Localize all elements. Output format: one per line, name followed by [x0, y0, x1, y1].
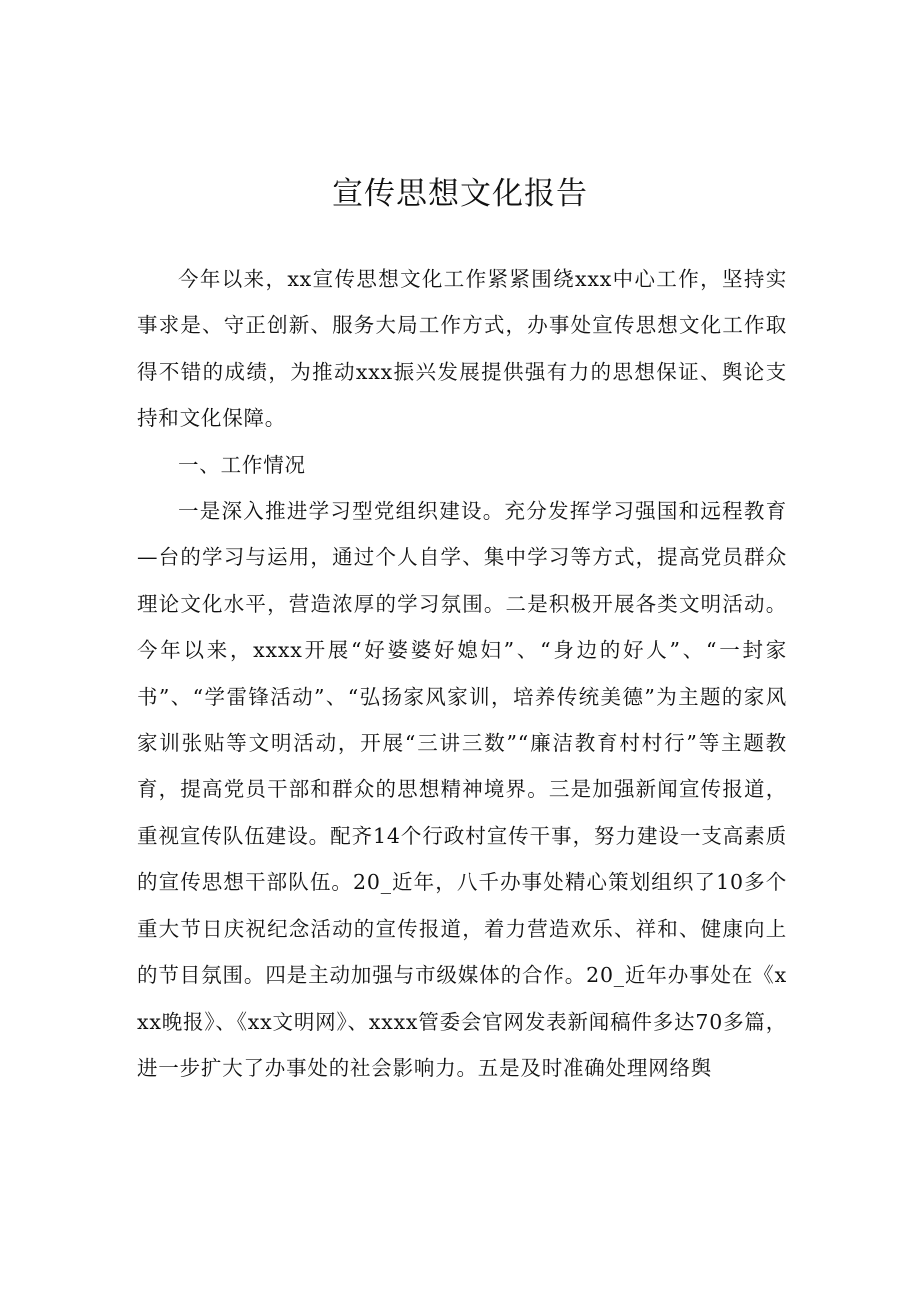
intro-paragraph: 今年以来，xx宣传思想文化工作紧紧围绕xxx中心工作，坚持实事求是、守正创新、服务大局工作方式，办事处宣传思想文化工作取得不错的成绩，为推动xxx振兴发展提供强有力的思想保证、舆论支持和文化保障。	[137, 267, 787, 431]
section-heading: 一、工作情况	[178, 452, 306, 477]
work-situation-paragraph: 一是深入推进学习型党组织建设。充分发挥学习强国和远程教育—台的学习与运用，通过个人自学、集中学习等方式，提高党员群众理论文化水平，营造浓厚的学习氛围。二是积极开展各类文明活动。今年以来，xxxx开展“好婆婆好媳妇”、“身边的好人”、“一封家书”、“学雷锋活动”、“弘扬家风家训，培养传统美德”为主题的家风家训张贴等文明活动，开展“三讲三数”“廉洁教育村村行”等主题教育，提高党员干部和群众的思想精神境界。三是加强新闻宣传报道，重视宣传队伍建设。配齐14个行政村宣传干事，努力建设一支高素质的宣传思想干部队伍。20_近年，八千办事处精心策划组织了10多个重大节日庆祝纪念活动的宣传报道，着力营造欢乐、祥和、健康向上的节目氛围。四是主动加强与市级媒体的合作。20_近年办事处在《xxx晚报》、《xx文明网》、xxxx管委会官网发表新闻稿件多达70多篇，进一步扩大了办事处的社会影响力。五是及时准确处理网络舆	[137, 499, 787, 1080]
document-body	[137, 256, 787, 1091]
document-title: 宣传思想文化报告	[332, 176, 588, 212]
